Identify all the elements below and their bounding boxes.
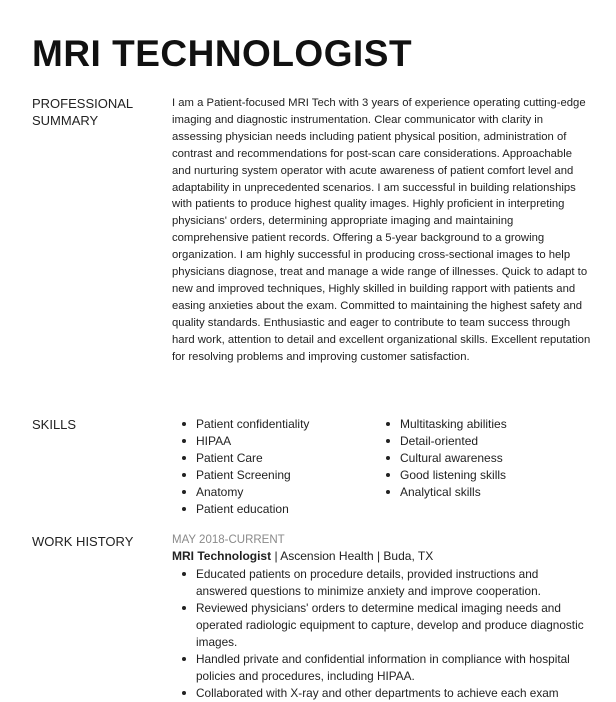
skill-item: Analytical skills (376, 484, 596, 501)
professional-summary-text: I am a Patient-focused MRI Tech with 3 years of experience operating cutting-edge imaging and diagnostic instrumentation. Clear communicator with clarity in assessing physician needs including patient physical position, administration of contrast and recommendations for post-scan care considerations. Approachable and nurturing system operator with acute awareness of patient comfort level and adaptability in unprecedented scenarios. I am successful in building relationships with patients to produce highest quality images. Highly proficient in interpreting physicians' orders, determining appropriate imaging and maintaining comprehensive patient records. Offering a 5-year background to a growing organization. I am highly successful in producing cross-sectional images to help physicians diagnose, treat and manage a wide range of illnesses. Quick to adapt to new and improved techniques, Highly skilled in building rapport with patients and easing anxieties about the exam. Committed to maintaining the highest safety and quality standards. Enthusiastic and eager to contribute to team success through hard work, attention to detail and excellent organizational skills. Excellent reputation for resolving problems and improving customer satisfaction. (172, 97, 591, 363)
work-history-section-label: WORK HISTORY (32, 534, 134, 549)
skill-item: Patient Care (172, 450, 372, 467)
skill-item: Detail-oriented (376, 433, 596, 450)
job-separator: | (373, 549, 384, 563)
skill-item: Good listening skills (376, 467, 596, 484)
resume-name: MRI TECHNOLOGIST (32, 33, 413, 74)
skill-item: Patient confidentiality (172, 416, 372, 433)
summary-section-label (32, 95, 152, 129)
job-title: MRI Technologist (172, 549, 272, 563)
skill-item: Anatomy (172, 484, 372, 501)
skills-list-column-2 (376, 416, 596, 501)
job-duties-list (172, 566, 592, 702)
duty-item: Reviewed physicians' orders to determine medical imaging needs and operated radiologic equipment to capture, develop and produce diagnostic images. (172, 600, 592, 651)
duty-item: Educated patients on procedure details, provided instructions and answered questions to minimize anxiety and improve cooperation. (172, 566, 592, 600)
skill-item: HIPAA (172, 433, 372, 450)
job-heading (172, 548, 433, 565)
skill-item: Multitasking abilities (376, 416, 596, 433)
summary-label-line2: SUMMARY (32, 113, 99, 128)
job-separator: | (271, 549, 281, 563)
job-dates: MAY 2018-CURRENT (172, 534, 285, 546)
skills-section-label: SKILLS (32, 417, 77, 432)
job-location: Buda, TX (383, 549, 434, 563)
duty-item: Collaborated with X-ray and other departments to achieve each exam (172, 685, 592, 702)
summary-label-line1: PROFESSIONAL (32, 96, 134, 111)
skills-list-column-1 (172, 416, 372, 518)
skill-item: Patient Screening (172, 467, 372, 484)
duty-item: Handled private and confidential information in compliance with hospital policies and procedures, including HIPAA. (172, 651, 592, 685)
job-employer: Ascension Health (280, 549, 374, 563)
skill-item: Patient education (172, 501, 372, 518)
skill-item: Cultural awareness (376, 450, 596, 467)
